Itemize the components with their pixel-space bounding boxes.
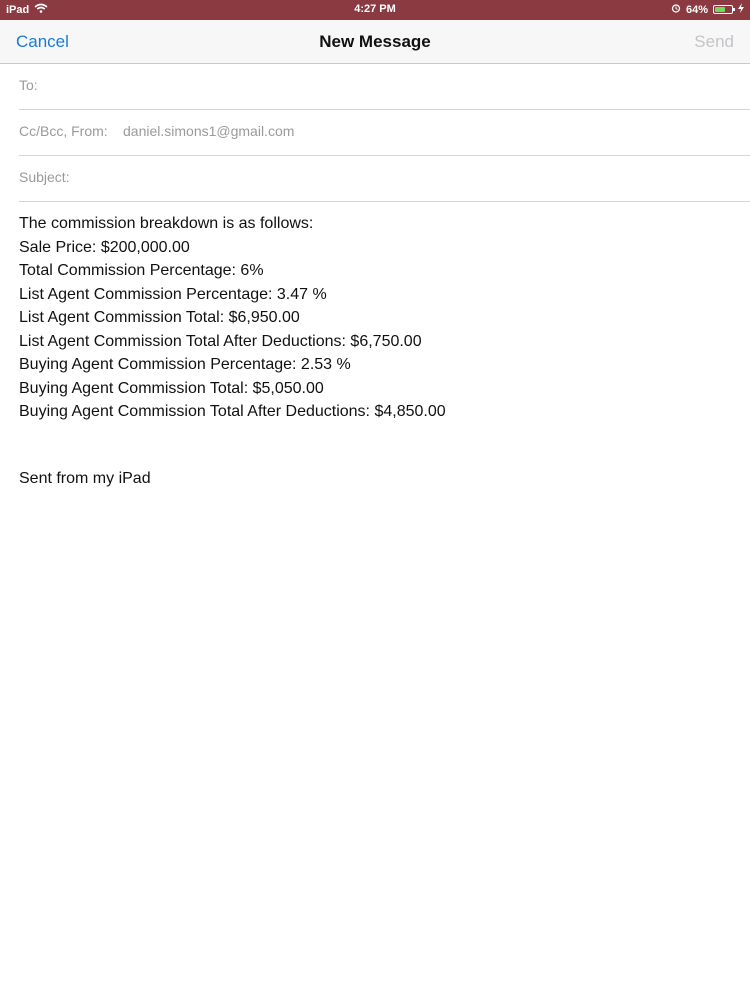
device-name: iPad [6, 3, 30, 16]
charging-icon [738, 3, 744, 16]
body-line: List Agent Commission Total After Deductions: $6,750.00 [19, 332, 422, 350]
body-line: Total Commission Percentage: 6% [19, 262, 264, 279]
to-field[interactable] [19, 63, 750, 110]
body-line: The commission breakdown is as follows: [19, 215, 314, 232]
send-button[interactable]: Send [694, 32, 734, 51]
battery-fill [715, 7, 725, 12]
battery-tip [733, 8, 735, 11]
body-line: Sale Price: $200,000.00 [19, 238, 190, 256]
battery-icon [713, 5, 733, 14]
subject-label: Subject: [19, 169, 70, 185]
signature: Sent from my iPad [19, 470, 151, 487]
message-body[interactable] [19, 212, 446, 424]
to-label: To: [19, 77, 38, 93]
status-right [671, 3, 744, 16]
cc-bcc-from-label: Cc/Bcc, From: [19, 123, 108, 139]
body-line: List Agent Commission Percentage: 3.47 % [19, 285, 327, 303]
status-bar [0, 0, 750, 20]
page-title: New Message [319, 32, 431, 51]
compose-nav-bar [0, 20, 750, 64]
body-line: Buying Agent Commission Total After Deductions: $4,850.00 [19, 403, 446, 420]
body-line: List Agent Commission Total: $6,950.00 [19, 309, 300, 326]
body-line: Buying Agent Commission Total: $5,050.00 [19, 379, 324, 397]
status-time: 4:27 PM [354, 3, 396, 15]
from-value[interactable]: daniel.simons1@gmail.com [123, 123, 295, 139]
battery-percent: 64% [685, 3, 708, 16]
body-line: Buying Agent Commission Percentage: 2.53 % [19, 356, 351, 373]
cc-bcc-from-field[interactable] [19, 109, 750, 156]
alarm-icon [671, 3, 681, 16]
subject-field[interactable] [19, 155, 750, 202]
cancel-button[interactable]: Cancel [16, 32, 69, 51]
